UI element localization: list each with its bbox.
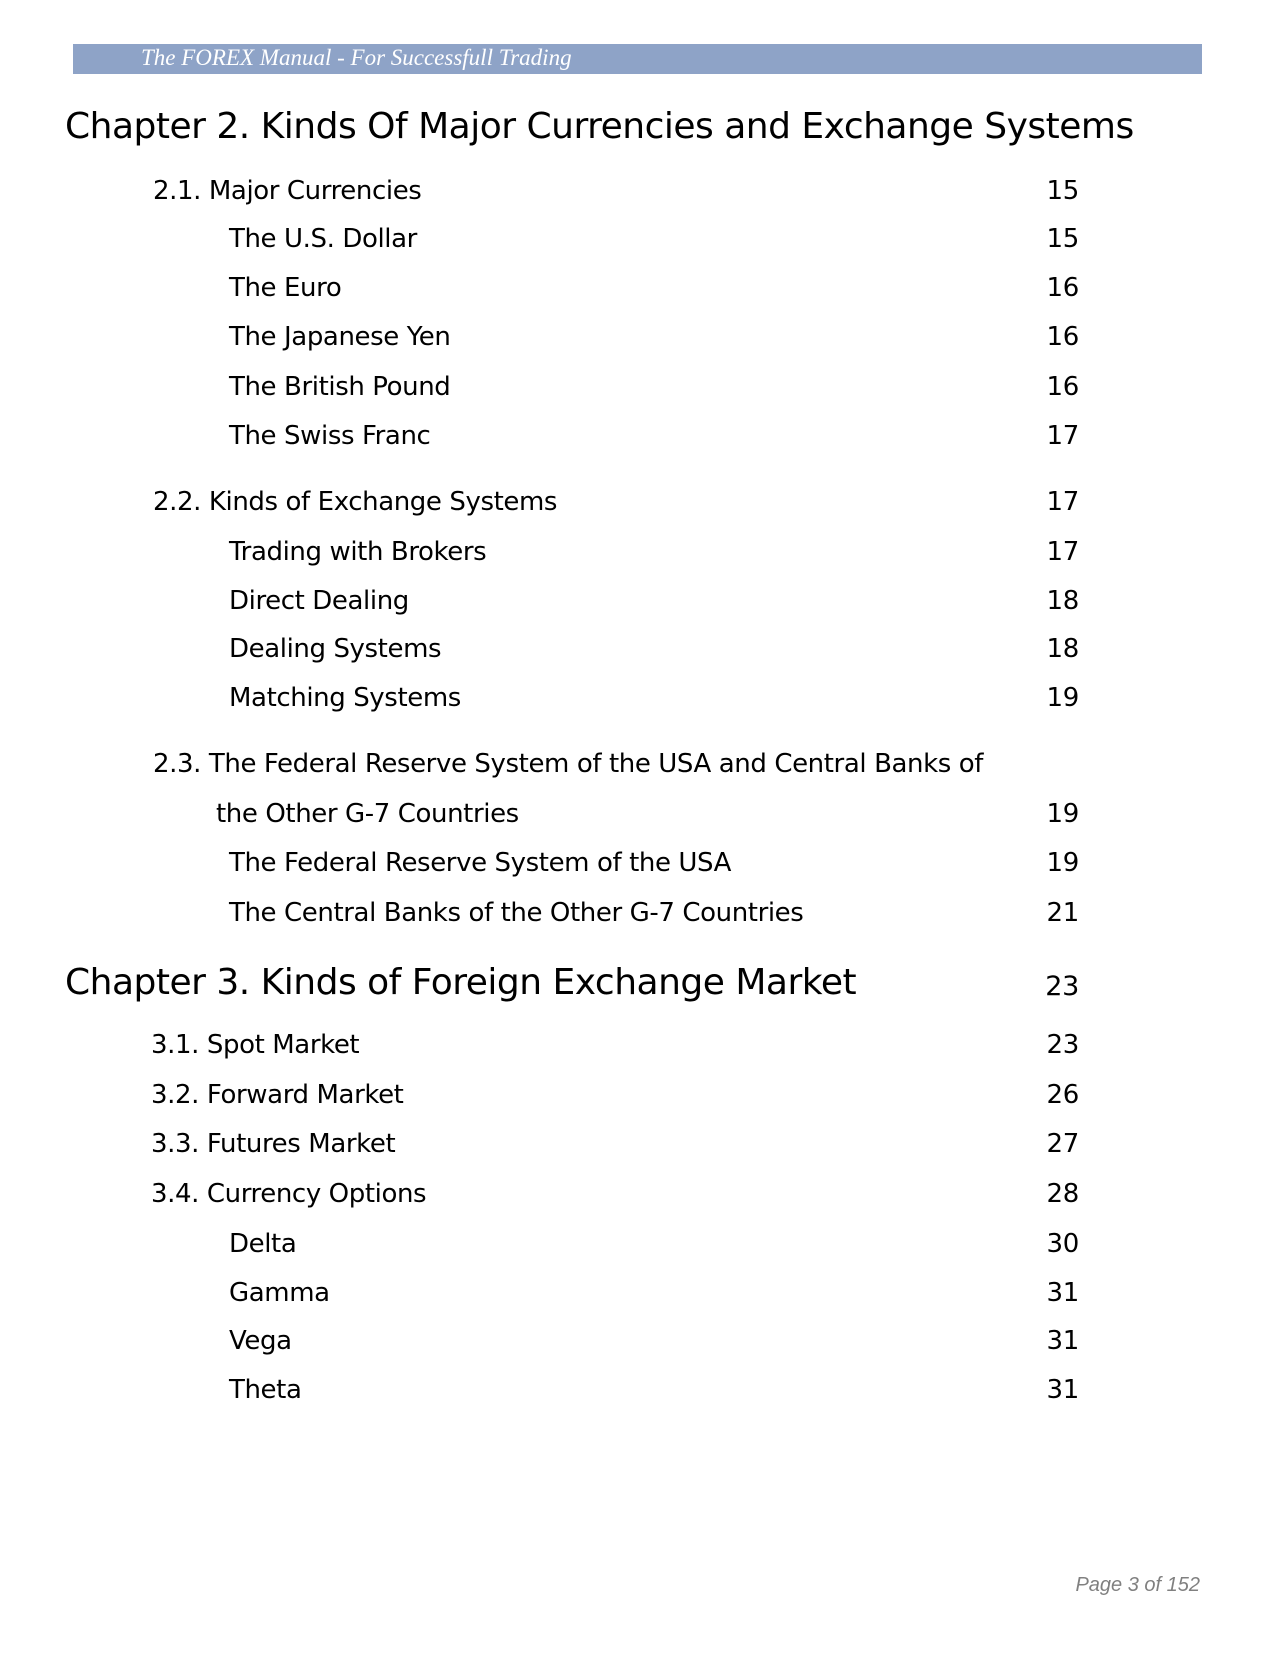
toc-page-2-1: 15 — [1046, 176, 1079, 206]
toc-entry-3-1: 3.1. Spot Market — [151, 1030, 360, 1060]
toc-item-delta: Delta — [229, 1229, 297, 1259]
toc-item-british-pound: The British Pound — [229, 372, 451, 402]
toc-item-gamma: Gamma — [229, 1278, 330, 1308]
toc-page-matching-systems: 19 — [1046, 683, 1079, 713]
toc-page-theta: 31 — [1046, 1375, 1079, 1405]
toc-page-euro: 16 — [1046, 273, 1079, 303]
toc-page-3-2: 26 — [1046, 1080, 1079, 1110]
chapter-3-title: Chapter 3. Kinds of Foreign Exchange Market — [65, 962, 857, 1003]
toc-entry-2-3-line1: 2.3. The Federal Reserve System of the USA and Central Banks of — [153, 749, 984, 779]
toc-entry-2-1: 2.1. Major Currencies — [153, 176, 422, 206]
chapter-3-page: 23 — [1045, 971, 1079, 1002]
toc-page-3-4: 28 — [1046, 1179, 1079, 1209]
toc-entry-3-2: 3.2. Forward Market — [151, 1080, 404, 1110]
toc-page-federal-reserve: 19 — [1046, 848, 1079, 878]
toc-entry-3-3: 3.3. Futures Market — [151, 1129, 396, 1159]
toc-item-us-dollar: The U.S. Dollar — [229, 224, 417, 254]
toc-item-theta: Theta — [229, 1375, 302, 1405]
toc-page-delta: 30 — [1046, 1229, 1079, 1259]
toc-page-direct-dealing: 18 — [1046, 586, 1079, 616]
toc-page-gamma: 31 — [1046, 1278, 1079, 1308]
toc-item-japanese-yen: The Japanese Yen — [229, 322, 451, 352]
toc-entry-3-4: 3.4. Currency Options — [151, 1179, 427, 1209]
toc-item-central-banks-g7: The Central Banks of the Other G-7 Countries — [229, 898, 804, 928]
toc-item-federal-reserve: The Federal Reserve System of the USA — [229, 848, 732, 878]
toc-page-vega: 31 — [1046, 1326, 1079, 1356]
toc-page-swiss-franc: 17 — [1046, 421, 1079, 451]
toc-page-2-2: 17 — [1046, 487, 1079, 517]
page-number-footer: Page 3 of 152 — [1075, 1574, 1200, 1596]
toc-page-central-banks-g7: 21 — [1046, 898, 1079, 928]
toc-page-us-dollar: 15 — [1046, 224, 1079, 254]
toc-entry-2-3-line2: the Other G-7 Countries — [216, 799, 519, 829]
chapter-2-title: Chapter 2. Kinds Of Major Currencies and Exchange Systems — [65, 106, 1134, 147]
toc-page-british-pound: 16 — [1046, 372, 1079, 402]
toc-item-matching-systems: Matching Systems — [229, 683, 461, 713]
toc-item-dealing-systems: Dealing Systems — [229, 634, 442, 664]
toc-page-3-3: 27 — [1046, 1129, 1079, 1159]
toc-page-dealing-systems: 18 — [1046, 634, 1079, 664]
toc-item-trading-with-brokers: Trading with Brokers — [229, 537, 487, 567]
header-bar — [73, 44, 1202, 74]
toc-page-3-1: 23 — [1046, 1030, 1079, 1060]
toc-item-vega: Vega — [229, 1326, 292, 1356]
toc-item-swiss-franc: The Swiss Franc — [229, 421, 431, 451]
header-title: The FOREX Manual - For Successfull Trading — [141, 45, 572, 70]
toc-item-euro: The Euro — [229, 273, 342, 303]
toc-page-2-3: 19 — [1046, 799, 1079, 829]
toc-page-japanese-yen: 16 — [1046, 322, 1079, 352]
toc-item-direct-dealing: Direct Dealing — [229, 586, 409, 616]
toc-page-trading-with-brokers: 17 — [1046, 537, 1079, 567]
toc-entry-2-2: 2.2. Kinds of Exchange Systems — [153, 487, 558, 517]
